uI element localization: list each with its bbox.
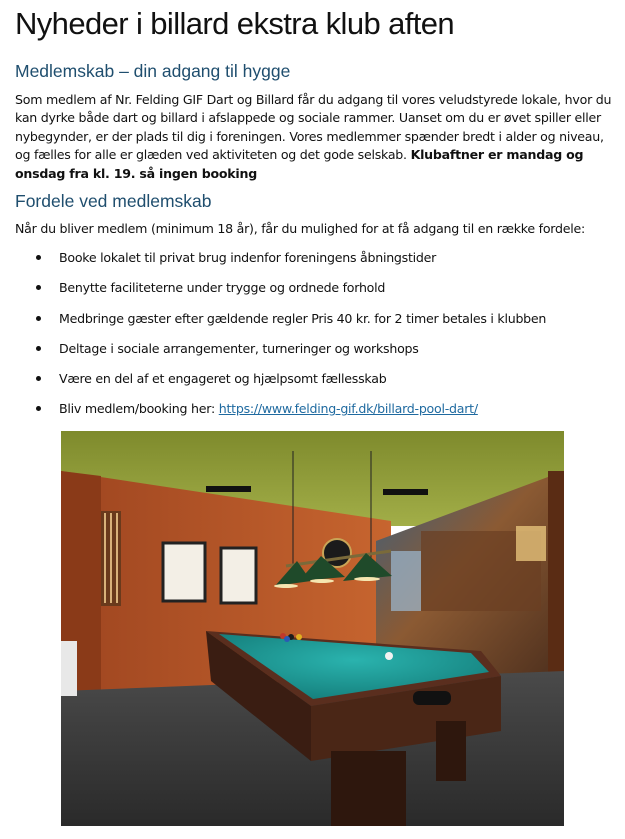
intro-paragraph <box>15 91 612 183</box>
ball-return <box>413 691 451 705</box>
section-heading-membership: Medlemskab – din adgang til hygge <box>15 61 291 81</box>
page-title: Nyheder i billard ekstra klub aften <box>15 6 455 41</box>
benefits-lead: Når du bliver medlem (minimum 18 år), får du mulighed for at få adgang til en række fordele: <box>15 221 585 236</box>
framed-rules-2 <box>221 548 256 603</box>
bullet-dot-icon <box>36 376 41 381</box>
mural-window <box>391 551 421 611</box>
list-item <box>15 309 605 339</box>
billiard-room-photo <box>61 431 564 826</box>
bullet-dot-icon <box>36 285 41 290</box>
table-leg <box>331 751 406 826</box>
bullet-dot-icon <box>36 316 41 321</box>
signup-link[interactable]: https://www.felding-gif.dk/billard-pool-dart/ <box>218 401 478 417</box>
bullet-dot-icon <box>36 406 41 411</box>
signup-prefix: Bliv medlem/booking her: <box>59 401 219 417</box>
list-item <box>15 248 605 278</box>
cue-ball <box>385 652 393 660</box>
section-heading-benefits: Fordele ved medlemskab <box>15 191 212 211</box>
list-item-text: Medbringe gæster efter gældende regler Pris 40 kr. for 2 timer betales i klubben <box>59 310 547 326</box>
list-item <box>15 278 605 308</box>
intro-bold-text: Klubaftner er mandag og onsdag fra kl. 19. så ingen booking <box>15 147 584 181</box>
list-item-text: Være en del af et engageret og hjælpsomt fællesskab <box>59 371 387 387</box>
bullet-dot-icon <box>36 346 41 351</box>
framed-rules-1 <box>163 543 205 601</box>
mural-lamp <box>516 526 546 561</box>
bullet-dot-icon <box>36 255 41 260</box>
list-item <box>15 339 605 369</box>
intro-text: Som medlem af Nr. Felding GIF Dart og Billard får du adgang til vores veludstyrede lokale, hvor du kan dyrke både dart og billard i afslappede og sociale rammer. Uanset om du er øvet spiller eller nybegynder, er der plads til dig i foreningen. Vores medlemmer spænder bredt i alder og niveau, og fælles for alle er glæden ved aktiviteten og det gode selskab. <box>15 92 612 163</box>
list-item-signup <box>15 399 605 429</box>
list-item-text: Deltage i sociale arrangementer, turneringer og workshops <box>59 340 419 356</box>
list-item-text: Benytte faciliteterne under trygge og ordnede forhold <box>59 280 386 296</box>
benefits-list <box>15 248 605 430</box>
list-item-text: Booke lokalet til privat brug indenfor foreningens åbningstider <box>59 250 437 265</box>
wall-heater <box>61 641 77 696</box>
list-item <box>15 369 605 399</box>
